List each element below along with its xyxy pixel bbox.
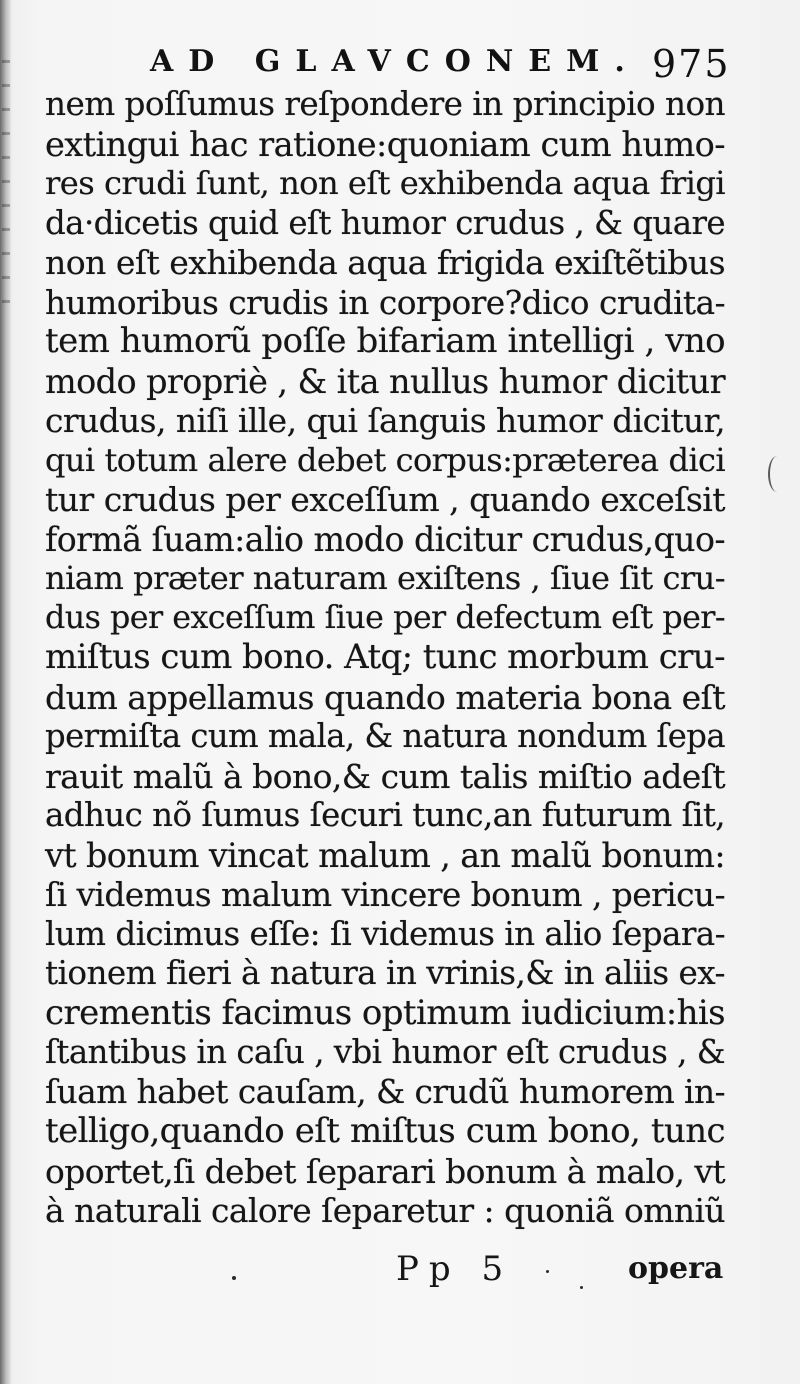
text-line: oportet,ſi debet ſeparari bonum à malo, vt — [45, 1151, 725, 1191]
text-line: vt bonum vincat malum , an malũ bonum: — [45, 835, 725, 875]
text-line: qui totum alere debet corpus:prӕterea dici — [45, 440, 725, 479]
running-title: AD GLAVCONEM. — [150, 44, 640, 79]
text-line: tionem fieri à natura in vrinis,& in aliis ex- — [45, 954, 725, 992]
ink-speck — [580, 1286, 583, 1289]
text-line: adhuc nõ ſumus ſecuri tunc,an futurum ſit, — [45, 796, 725, 834]
text-line: non eſt exhibenda aqua frigida exiſtẽtibus — [45, 243, 725, 282]
text-line: lum dicimus eſſe: ſi videmus in alio ſepara- — [45, 914, 725, 953]
text-line: modo propriè , & ita nullus humor dicitur — [45, 361, 725, 401]
text-line: telligo,quando eſt miſtus cum bono, tunc — [45, 1111, 725, 1151]
text-line: ſtantibus in caſu , vbi humor eſt crudus , & — [45, 1033, 725, 1071]
gutter-marks — [2, 60, 10, 320]
text-line: formã ſuam:alio modo dicitur crudus,quo- — [45, 519, 725, 559]
text-line: ſuam habet cauſam, & crudũ humorem in- — [45, 1072, 725, 1111]
text-line: tur crudus per exceſſum , quando exceſsit — [45, 480, 725, 519]
text-line: permiſta cum mala, & natura nondum ſepa — [45, 717, 725, 755]
page-footer — [0, 1246, 800, 1296]
text-line: rauit malũ à bono,& cum talis miſtio adeſt — [45, 756, 725, 796]
text-line: humoribus crudis in corpore?dico crudita- — [45, 282, 725, 322]
text-line: nem poſſumus reſpondere in principio non — [45, 85, 725, 123]
page-edge-mark — [768, 456, 786, 492]
ink-speck — [546, 1270, 549, 1273]
text-line: miſtus cum bono. Atq; tunc morbum cru- — [45, 637, 725, 677]
signature-mark: Pp 5 — [396, 1249, 514, 1289]
text-line: crementis facimus optimum iudicium:his — [45, 992, 725, 1033]
text-line: niam prӕter naturam exiſtens , ſiue ſit cru- — [45, 559, 725, 597]
catchword: opera — [628, 1251, 724, 1286]
text-line: ſi videmus malum vincere bonum , pericu- — [45, 875, 725, 914]
text-line: extingui hac ratione:quoniam cum humo- — [45, 124, 725, 164]
page-number: 975 — [652, 42, 731, 86]
text-line: tem humorũ poſſe bifariam intelligi , vno — [45, 321, 725, 361]
text-line: da·dicetis quid eſt humor crudus , & quare — [45, 203, 725, 242]
body-text — [45, 85, 725, 1231]
text-line: crudus, niſi ille, qui ſanguis humor dicitur, — [45, 401, 725, 440]
text-line: res crudi ſunt, non eſt exhibenda aqua frigi — [45, 164, 725, 202]
text-line: à naturali calore ſeparetur : quoniã omniũ — [45, 1191, 725, 1230]
ink-speck — [232, 1276, 236, 1280]
text-line: dum appellamus quando materia bona eſt — [45, 677, 725, 717]
text-line: dus per exceſſum ſiue per defectum eſt per- — [45, 599, 725, 636]
